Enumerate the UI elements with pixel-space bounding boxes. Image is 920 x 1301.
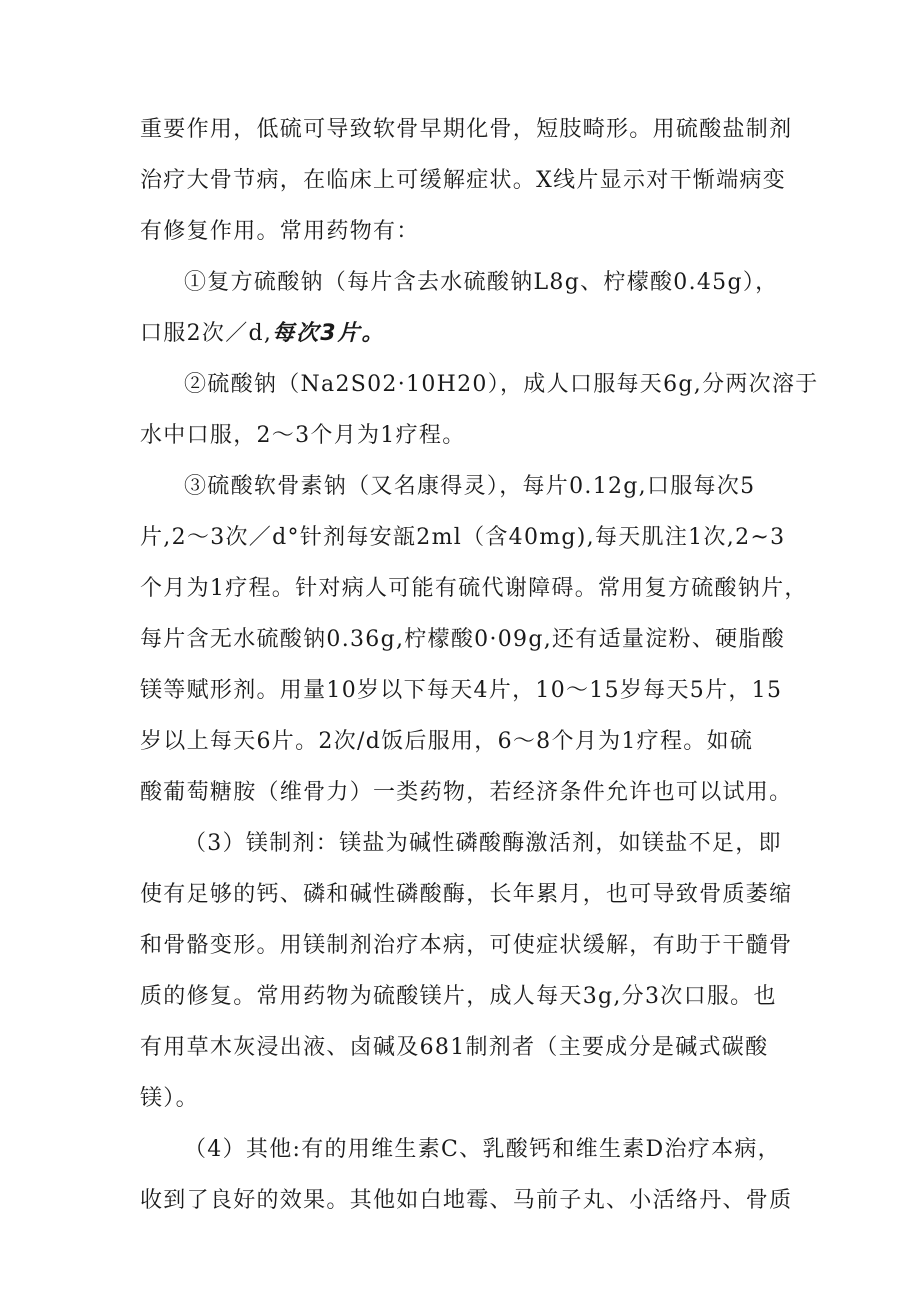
text-line: 有修复作用。常用药物有： — [140, 219, 420, 244]
text-line: 镁）。 — [140, 1086, 199, 1111]
text-line: 质的修复。常用药物为硫酸镁片，成人每天3g,分3次口服。也 — [140, 984, 777, 1009]
text-line: 和骨骼变形。用镁制剂治疗本病，可使症状缓解，有助于干髓骨 — [140, 933, 793, 958]
text-line: 每片含无水硫酸钠0.36g,柠檬酸0·09g,还有适量淀粉、硬脂酸 — [140, 627, 786, 652]
text-line: ③硫酸软骨素钠（又名康得灵），每片0.12g,口服每次5 — [184, 474, 756, 499]
text-line — [140, 308, 790, 359]
paragraph-item-1 — [140, 257, 790, 359]
text-line: （3）镁制剂：镁盐为碱性磷酸酶激活剂，如镁盐不足，即 — [184, 831, 782, 856]
text-line: 镁等赋形剂。用量10岁以下每天4片，10～15岁每天5片，15 — [140, 678, 783, 703]
text-line: ②硫酸钠（Na2S02·10H20），成人口服每天6g,分两次溶于 — [184, 372, 819, 397]
text-line: 酸葡萄糖胺（维骨力）一类药物，若经济条件允许也可以试用。 — [140, 780, 793, 805]
paragraph-item-2 — [140, 359, 819, 461]
text-line: 重要作用，低硫可导致软骨早期化骨，短肢畸形。用硫酸盐制剂 — [140, 117, 793, 142]
document-body — [140, 104, 819, 1226]
paragraph-item-3 — [140, 461, 808, 818]
paragraph-magnesium — [140, 818, 793, 1124]
text-line: 片,2～3次／d°针剂每安瓿2ml（含40mg),每天肌注1次,2~3 — [140, 525, 786, 550]
text-line: 收到了良好的效果。其他如白地霉、马前子丸、小活络丹、骨质 — [140, 1188, 793, 1213]
paragraph-other — [140, 1124, 793, 1226]
italic-text-segment: 每次3片。 — [272, 321, 386, 346]
text-line: 个月为1疗程。针对病人可能有硫代谢障碍。常用复方硫酸钠片， — [140, 576, 808, 601]
text-line: 岁以上每天6片。2次/d饭后服用，6～8个月为1疗程。如硫 — [140, 729, 754, 754]
text-line: ①复方硫酸钠（每片含去水硫酸钠L8g、柠檬酸0.45g）， — [184, 270, 779, 295]
text-segment: 口服2次／d, — [140, 321, 273, 346]
text-line: 有用草木灰浸出液、卤碱及681制剂者（主要成分是碱式碳酸 — [140, 1035, 769, 1060]
text-line: 治疗大骨节病，在临床上可缓解症状。X线片显示对干惭端病变 — [140, 168, 787, 193]
text-line: 水中口服，2～3个月为1疗程。 — [140, 423, 466, 448]
text-line: 使有足够的钙、磷和碱性磷酸酶，长年累月，也可导致骨质萎缩 — [140, 882, 793, 907]
paragraph-intro — [140, 104, 793, 257]
text-line: （4）其他:有的用维生素C、乳酸钙和维生素D治疗本病， — [184, 1137, 781, 1162]
